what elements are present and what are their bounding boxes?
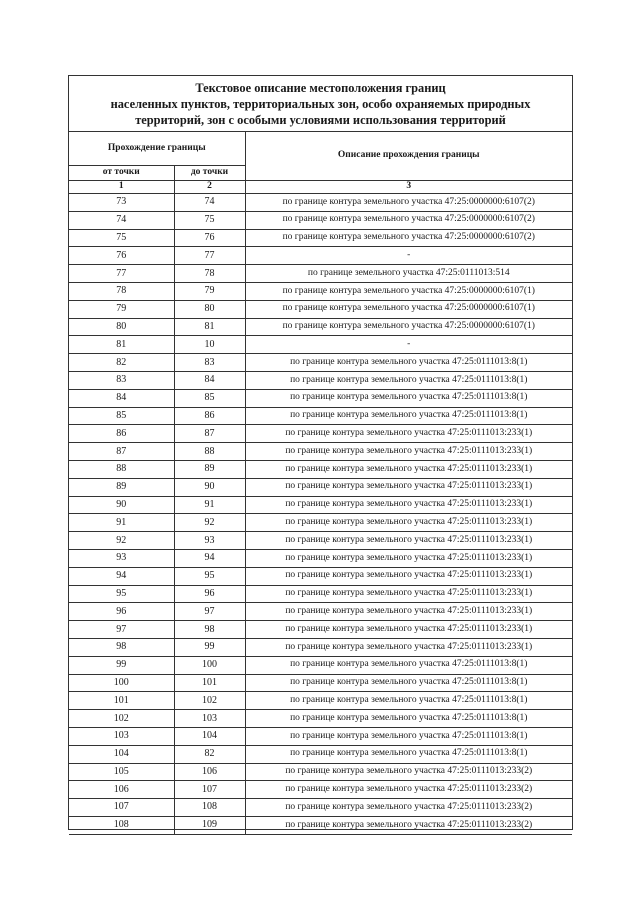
table-row (69, 567, 572, 585)
table-row (69, 496, 572, 514)
table-row (69, 443, 572, 461)
table-row (69, 229, 572, 247)
column-number: 3 (245, 181, 572, 194)
cell-to-point: 77 (174, 247, 245, 265)
cell-to-point: 93 (174, 532, 245, 550)
table-row (69, 478, 572, 496)
cell-to-point: 97 (174, 603, 245, 621)
table-row (69, 727, 572, 745)
cell-to-point: 90 (174, 478, 245, 496)
cell-description: по границе контура земельного участка 47:25:0111013:233(1) (245, 478, 572, 496)
table-row (69, 407, 572, 425)
cell-to-point: 84 (174, 371, 245, 389)
cell-to-point: 99 (174, 638, 245, 656)
cell-from-point: 74 (69, 211, 174, 229)
table-row (69, 318, 572, 336)
cell-description: по границе контура земельного участка 47:25:0111013:233(2) (245, 781, 572, 799)
cell-to-point: 100 (174, 656, 245, 674)
cell-from-point: 96 (69, 603, 174, 621)
cell-description: по границе контура земельного участка 47:25:0111013:8(1) (245, 656, 572, 674)
cell-from-point: 101 (69, 692, 174, 710)
cell-to-point: 82 (174, 745, 245, 763)
cell-description: по границе контура земельного участка 47:25:0111013:233(2) (245, 763, 572, 781)
table-row (69, 371, 572, 389)
cell-from-point: 105 (69, 763, 174, 781)
cell-from-point: 108 (69, 816, 174, 834)
cell-from-point: 91 (69, 514, 174, 532)
cell-description: по границе контура земельного участка 47:25:0000000:6107(2) (245, 194, 572, 212)
table-row (69, 603, 572, 621)
cell-description: по границе контура земельного участка 47:25:0111013:233(1) (245, 443, 572, 461)
table-row (69, 336, 572, 354)
cell-from-point: 92 (69, 532, 174, 550)
cell-description: по границе контура земельного участка 47:25:0111013:8(1) (245, 674, 572, 692)
cell-from-point: 85 (69, 407, 174, 425)
column-number: 1 (69, 181, 174, 194)
cell-description: по границе контура земельного участка 47:25:0111013:8(1) (245, 710, 572, 728)
cell-to-point: 75 (174, 211, 245, 229)
cell-description: по границе контура земельного участка 47:25:0111013:8(1) (245, 371, 572, 389)
cell-description: по границе контура земельного участка 47:25:0111013:233(2) (245, 799, 572, 817)
title-line: территорий, зон с особыми условиями использования территорий (135, 112, 506, 127)
cell-from-point: 80 (69, 318, 174, 336)
cell-from-point: 102 (69, 710, 174, 728)
cell-to-point: 80 (174, 300, 245, 318)
cell-from-point: 84 (69, 389, 174, 407)
cell-description: по границе контура земельного участка 47:25:0111013:233(1) (245, 585, 572, 603)
cell-from-point: 79 (69, 300, 174, 318)
cell-to-point: 96 (174, 585, 245, 603)
cell-to-point: 95 (174, 567, 245, 585)
cell-from-point: 78 (69, 282, 174, 300)
cell-from-point: 75 (69, 229, 174, 247)
cell-from-point: 88 (69, 460, 174, 478)
cell-from-point: 104 (69, 745, 174, 763)
cell-description: - (245, 247, 572, 265)
cell-to-point: 107 (174, 781, 245, 799)
cell-description: по границе контура земельного участка 47:25:0111013:8(1) (245, 407, 572, 425)
cell-to-point: 85 (174, 389, 245, 407)
table-row (69, 745, 572, 763)
table-row (69, 585, 572, 603)
table-row (69, 425, 572, 443)
cell-description: по границе контура земельного участка 47:25:0000000:6107(1) (245, 318, 572, 336)
table-row (69, 816, 572, 834)
cell-description: по границе контура земельного участка 47:25:0000000:6107(1) (245, 282, 572, 300)
cell-from-point: 99 (69, 656, 174, 674)
cell-to-point: 104 (174, 727, 245, 745)
cell-description: по границе контура земельного участка 47:25:0111013:233(1) (245, 514, 572, 532)
table-row (69, 194, 572, 212)
cell-from-point: 100 (69, 674, 174, 692)
cell-from-point: 95 (69, 585, 174, 603)
table-row (69, 247, 572, 265)
table-row (69, 638, 572, 656)
cell-description: по границе контура земельного участка 47:25:0111013:233(1) (245, 567, 572, 585)
cell-from-point: 98 (69, 638, 174, 656)
cell-to-point: 74 (174, 194, 245, 212)
cell-description: по границе контура земельного участка 47:25:0111013:8(1) (245, 727, 572, 745)
table-row (69, 656, 572, 674)
cell-description: по границе контура земельного участка 47:25:0111013:233(1) (245, 496, 572, 514)
cell-description: по границе контура земельного участка 47:25:0111013:233(1) (245, 532, 572, 550)
cell-from-point: 90 (69, 496, 174, 514)
table-row (69, 781, 572, 799)
cell-to-point: 92 (174, 514, 245, 532)
title-line: населенных пунктов, территориальных зон, особо охраняемых природных (110, 96, 531, 111)
cell-to-point: 87 (174, 425, 245, 443)
table-row (69, 265, 572, 283)
cell-description: по границе контура земельного участка 47:25:0111013:233(2) (245, 816, 572, 834)
cell-to-point: 86 (174, 407, 245, 425)
cell-from-point: 87 (69, 443, 174, 461)
cell-to-point: 79 (174, 282, 245, 300)
table-row (69, 692, 572, 710)
cell-to-point: 91 (174, 496, 245, 514)
header-to-point: до точки (174, 166, 245, 181)
boundary-table (69, 132, 572, 835)
cell-to-point: 10 (174, 336, 245, 354)
table-row (69, 532, 572, 550)
cell-description: по границе контура земельного участка 47:25:0111013:233(1) (245, 621, 572, 639)
cell-from-point: 76 (69, 247, 174, 265)
cell-to-point: 81 (174, 318, 245, 336)
header-boundary-passage: Прохождение границы (69, 132, 245, 166)
table-row (69, 549, 572, 567)
cell-to-point: 102 (174, 692, 245, 710)
cell-to-point: 108 (174, 799, 245, 817)
header-from-point: от точки (69, 166, 174, 181)
title-line: Текстовое описание местоположения границ (195, 80, 446, 95)
cell-description: по границе контура земельного участка 47:25:0111013:233(1) (245, 425, 572, 443)
table-row (69, 763, 572, 781)
cell-from-point: 97 (69, 621, 174, 639)
cell-description: по границе контура земельного участка 47:25:0111013:233(1) (245, 460, 572, 478)
cell-to-point: 83 (174, 354, 245, 372)
cell-to-point: 98 (174, 621, 245, 639)
table-row (69, 389, 572, 407)
table-row (69, 211, 572, 229)
cell-to-point: 78 (174, 265, 245, 283)
cell-description: - (245, 336, 572, 354)
cell-to-point: 106 (174, 763, 245, 781)
cell-description: по границе контура земельного участка 47:25:0000000:6107(2) (245, 211, 572, 229)
cell-from-point: 93 (69, 549, 174, 567)
cell-to-point: 101 (174, 674, 245, 692)
column-number: 2 (174, 181, 245, 194)
cell-to-point: 89 (174, 460, 245, 478)
cell-from-point: 86 (69, 425, 174, 443)
cell-description: по границе контура земельного участка 47:25:0111013:8(1) (245, 692, 572, 710)
cell-description: по границе контура земельного участка 47:25:0111013:8(1) (245, 389, 572, 407)
table-row (69, 621, 572, 639)
document-frame (68, 75, 573, 830)
cell-from-point: 82 (69, 354, 174, 372)
table-row (69, 300, 572, 318)
cell-description: по границе контура земельного участка 47:25:0000000:6107(1) (245, 300, 572, 318)
cell-from-point: 73 (69, 194, 174, 212)
table-row (69, 674, 572, 692)
table-row (69, 354, 572, 372)
document-title (69, 76, 572, 132)
cell-from-point: 107 (69, 799, 174, 817)
cell-from-point: 81 (69, 336, 174, 354)
cell-description: по границе контура земельного участка 47:25:0000000:6107(2) (245, 229, 572, 247)
cell-from-point: 77 (69, 265, 174, 283)
cell-from-point: 103 (69, 727, 174, 745)
cell-description: по границе контура земельного участка 47:25:0111013:8(1) (245, 354, 572, 372)
cell-from-point: 106 (69, 781, 174, 799)
cell-description: по границе контура земельного участка 47:25:0111013:233(1) (245, 638, 572, 656)
cell-description: по границе контура земельного участка 47:25:0111013:8(1) (245, 745, 572, 763)
cell-from-point: 94 (69, 567, 174, 585)
cell-from-point: 83 (69, 371, 174, 389)
cell-to-point: 94 (174, 549, 245, 567)
header-description: Описание прохождения границы (245, 132, 572, 181)
table-row (69, 514, 572, 532)
table-body (69, 194, 572, 835)
cell-description: по границе контура земельного участка 47:25:0111013:233(1) (245, 603, 572, 621)
table-row (69, 799, 572, 817)
cell-to-point: 103 (174, 710, 245, 728)
cell-to-point: 76 (174, 229, 245, 247)
table-row (69, 282, 572, 300)
cell-description: по границе контура земельного участка 47:25:0111013:233(1) (245, 549, 572, 567)
table-row (69, 710, 572, 728)
cell-to-point: 88 (174, 443, 245, 461)
cell-to-point: 109 (174, 816, 245, 834)
cell-description: по границе земельного участка 47:25:0111013:514 (245, 265, 572, 283)
table-row (69, 460, 572, 478)
cell-from-point: 89 (69, 478, 174, 496)
